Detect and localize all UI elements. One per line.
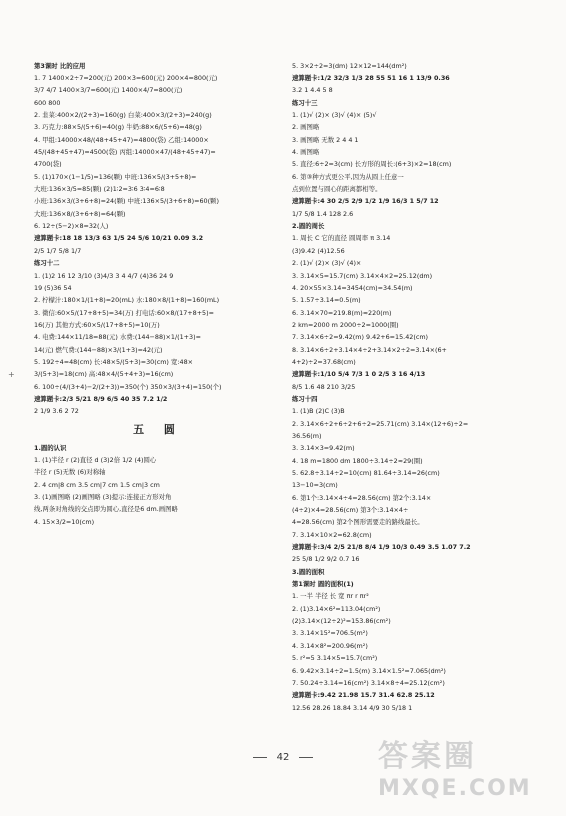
answer-line: 速算题卡:1/2 32/3 1/3 28 55 51 16 1 13/9 0.36 [292, 74, 450, 83]
answer-line: 7. 3.14×10×2=62.8(cm) [292, 530, 372, 539]
answer-line: 2. 画图略 [292, 123, 320, 132]
answer-line: 4. 甲组:14000×48/(48+45+47)=4800(袋) 乙组:14000× [34, 135, 209, 144]
answer-line: 25 5/8 1/2 9/2 0.7 16 [292, 555, 360, 564]
answer-line: 练习十三 [292, 98, 318, 107]
answer-line: 6. 第1个:3.14×4÷4=28.56(cm) 第2个:3.14× [292, 493, 432, 502]
answer-line: 速算题卡:9.42 21.98 15.7 31.4 62.8 25.12 [292, 691, 435, 700]
answer-line: 7. 3.14×6÷2=9.42(m) 9.42+6=15.42(cm) [292, 333, 429, 342]
answer-line: 速算题卡:4 30 2/5 2/9 1/2 1/9 16/3 1 5/7 12 [292, 197, 439, 206]
answer-line: (2)3.14×(12÷2)²=153.86(cm²) [292, 617, 391, 626]
answer-line: 5. 直径:6÷2=3(cm) 长方形的周长:(6+3)×2=18(cm) [292, 160, 452, 169]
answer-line: 6. 3.14×70=219.8(m)≈220(m) [292, 308, 392, 317]
answer-line: 2. (1)3.14×6²=113.04(cm²) [292, 604, 381, 613]
answer-line: 4. 电费:144×11/18=88(元) 水费:(144−88)×1/(1+3)= [34, 333, 201, 342]
answer-line: 3/7 4/7 1400×3/7=600(元) 1400×4/7=800(元) [34, 86, 183, 95]
answer-line: 16(万) 其他方式:60×5/(17+8+5)=10(万) [34, 320, 160, 329]
answer-line: 第1课时 圆的面积(1) [292, 580, 354, 589]
answer-line: 3. 3.14×3=9.42(m) [292, 444, 355, 453]
answer-line: 速算题卡:18 18 13/3 63 1/5 24 5/6 10/21 0.09 3.2 [34, 234, 204, 243]
answer-line: 2. (1)√ (2)× (3)√ (4)× [292, 259, 362, 268]
answer-line: 4. 18 m=1800 dm 1800÷3.14÷2≈29(圈) [292, 456, 423, 465]
answer-line: 练习十四 [292, 394, 318, 403]
answer-line: 1. (1)2 16 12 3/10 (3)4/3 3 4 4/7 (4)36 24 9 [34, 271, 174, 280]
answer-line: 45/(48+45+47)=4500(袋) 丙组:14000×47/(48+45+47)= [34, 148, 216, 157]
answer-line: 3.圆的面积 [292, 567, 325, 576]
answer-line: 3. 3.14×15²=706.5(m²) [292, 629, 368, 638]
answer-line: 3.2 1 4.4 5 8 [292, 86, 333, 95]
answer-line: 6. 第③种方式更公平,因为从圆上任意一 [292, 172, 404, 181]
answer-line: 13−10=3(cm) [292, 481, 338, 490]
answer-line: 12.56 28.26 18.84 3.14 4/9 30 5/18 1 [292, 703, 413, 712]
answer-line: 1. 一半 半径 长 宽 πr r πr² [292, 592, 369, 601]
answer-line: 3. 3.14×5=15.7(cm) 3.14×4×2=25.12(dm) [292, 271, 433, 280]
answer-line: 8. 3.14×6÷2+3.14×4÷2+3.14×2÷2=3.14×(6+ [292, 345, 447, 354]
answer-line: 速算题卡:3/4 2/5 21/8 8/4 1/9 10/3 0.49 3.5 1.07 7.2 [292, 543, 471, 552]
answer-line: 5. 192÷4=48(cm) 长:48×5/(5+3)=30(cm) 宽:48× [34, 357, 193, 366]
answer-line: 2.圆的周长 [292, 222, 325, 231]
answer-line: 6. 12÷(5−2)×8=32(人) [34, 222, 109, 231]
answer-line: 36.56(m) [292, 431, 322, 440]
answer-line: 19 (5)36 54 [34, 283, 72, 292]
answer-line: 速算题卡:2/3 5/21 8/9 6/5 40 35 7.2 1/2 [34, 394, 168, 403]
watermark-logo [378, 738, 556, 810]
answer-line: 1. (1)B (2)C (3)B [292, 407, 345, 416]
answer-line: 3. 微信:60×5/(17+8+5)=34(万) 打电话:60×8/(17+8+5)= [34, 308, 214, 317]
answer-line: 600 800 [34, 98, 61, 107]
footer-dash-right [299, 757, 313, 758]
answer-line: 2. 韭菜:400×2/(2+3)=160(g) 白菜:400×3/(2+3)=240(g) [34, 111, 212, 120]
answer-line: 6. 100÷(4/(3+4)−2/(2+3))=350(个) 350×3/(3+4)=150(个) [34, 382, 222, 391]
answer-line: 1. (1)√ (2)× (3)√ (4)× (5)√ [292, 111, 377, 120]
answer-line: 4=28.56(cm) 第2个图形需要走的路线最长。 [292, 518, 424, 527]
answer-line: 2/5 1/7 5/8 1/7 [34, 246, 82, 255]
answer-line: 4. 20×55×3.14=3454(cm)=34.54(m) [292, 283, 413, 292]
margin-mark: + [8, 370, 15, 379]
answer-line: (4÷2)×4=28.56(cm) 第3个:3.14×4÷ [292, 506, 409, 515]
answer-line: 5. 1.57÷3.14=0.5(m) [292, 296, 361, 305]
right-column [292, 60, 540, 714]
answer-line: 3. (1)画图略 (2)画图略 (3)提示:连接正方形对角 [34, 493, 172, 502]
answer-line: 5. 3×2÷2=3(dm) 12×12=144(dm²) [292, 61, 407, 70]
answer-line: 大班:136×3/5=85(颗) (2)1∶2=3∶6 3∶4=6∶8 [34, 185, 165, 194]
answer-line: 2 km=2000 m 2000÷2=1000(圈) [292, 320, 399, 329]
page-number: 42 [276, 752, 290, 763]
answer-line: 6. 9.42×3.14÷2=1.5(m) 3.14×1.5²=7.065(dm²) [292, 666, 446, 675]
answer-line: 半径 r (5)无数 (6)对称轴 [34, 468, 106, 477]
answer-line: (3)9.42 (4)12.56 [292, 246, 345, 255]
answer-line: 小班:136×3/(3+6+8)=24(颗) 中班:136×5/(3+6+8)=60(颗) [34, 197, 219, 206]
footer-dash-left [253, 757, 267, 758]
left-column [34, 60, 282, 528]
answer-line: 8/5 1.6 48 210 3/25 [292, 382, 356, 391]
answer-line: 5. r²=5 3.14×5=15.7(cm²) [292, 654, 378, 663]
answer-line: 1. (1)半径 r (2)直径 d (3)2倍 1/2 (4)圆心 [34, 455, 157, 464]
answer-line: 4. 画图略 [292, 148, 320, 157]
answer-line: 第3课时 比的应用 [34, 61, 86, 70]
answer-line: 3. 巧克力:88×5/(5+6)=40(g) 牛奶:88×6/(5+6)=48(g) [34, 123, 202, 132]
answer-line: 1. 7 1400×2÷7=200(元) 200×3=600(元) 200×4=800(元) [34, 74, 218, 83]
watermark-url: MXQE.COM [378, 776, 532, 801]
answer-line: 五 圆 [133, 423, 183, 437]
answer-line: 2. 柠檬汁:180×1/(1+8)=20(mL) 水:180×8/(1+8)=160(mL) [34, 296, 220, 305]
answer-line: 点到位置与圆心的距离都相等。 [292, 185, 382, 194]
answer-line: 2 1/9 3.6 2 72 [34, 407, 79, 416]
answer-line: 4. 3.14×8²=200.96(m²) [292, 641, 368, 650]
answer-line: 4700(袋) [34, 160, 62, 169]
answer-line: 1.圆的认识 [34, 443, 67, 452]
answer-line: 3. 画图略 无数 2 4 4 1 [292, 135, 359, 144]
answer-line: 练习十二 [34, 259, 60, 268]
answer-line: 1/7 5/8 1.4 128 2.6 [292, 209, 354, 218]
answer-line: 2. 3.14×6÷2+6÷2+6÷2=25.71(cm) 3.14×(12+6)÷2= [292, 419, 469, 428]
answer-line: 3/(5+3)=18(cm) 高:48×4/(5+4+3)=16(cm) [34, 370, 174, 379]
watermark-brand: 答案圈 [378, 739, 477, 774]
answer-line: 1. 周长 C 它的直径 圆周率 π 3.14 [292, 234, 391, 243]
answer-line: 线,两条对角线的交点即为圆心,直径是6 dm.画图略 [34, 505, 178, 514]
answer-line: 4+2)÷2=37.68(cm) [292, 357, 356, 366]
answer-line: 14(元) 燃气费:(144−88)×3/(1+3)=42(元) [34, 345, 163, 354]
answer-line: 速算题卡:1/10 5/4 7/3 1 0 2/5 3 16 4/13 [292, 370, 426, 379]
answer-line: 5. 62.8÷3.14÷2=10(cm) 81.64÷3.14=26(cm) [292, 469, 440, 478]
answer-line: 大班:136×8/(3+6+8)=64(颗) [34, 209, 126, 218]
answer-line: 4. 15×3/2=10(cm) [34, 517, 95, 526]
answer-line: 5. (1)170×(1−1/5)=136(颗) 中班:136×5/(3+5+8)= [34, 172, 197, 181]
answer-line: 2. 4 cm|8 cm 3.5 cm|7 cm 1.5 cm|3 cm [34, 480, 160, 489]
answer-line: 7. 50.24÷3.14=16(cm²) 3.14×8÷4=25.12(cm²) [292, 678, 445, 687]
